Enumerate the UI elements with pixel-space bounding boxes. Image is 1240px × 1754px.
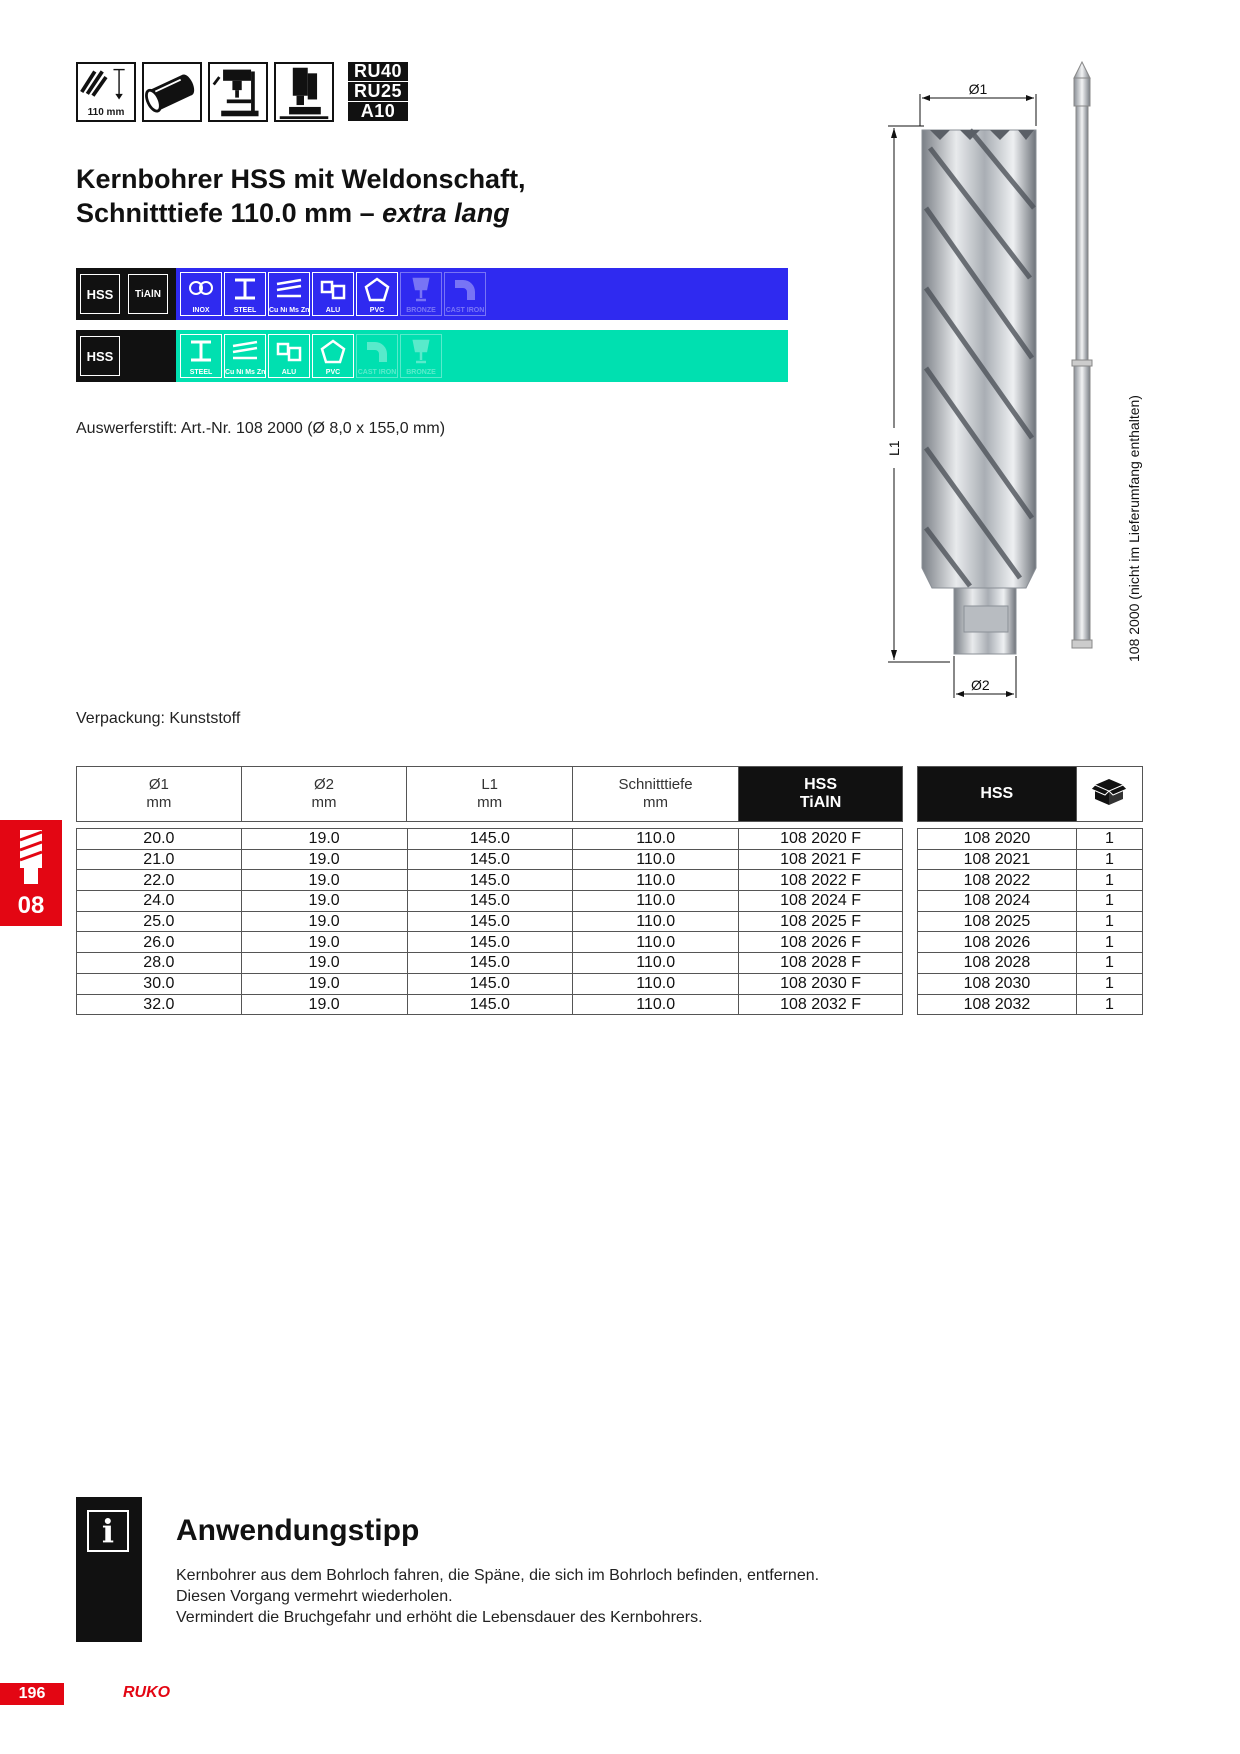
tag-tialn: TiAlN bbox=[128, 274, 168, 314]
table-cell: 19.0 bbox=[241, 911, 407, 932]
header-unit: mm bbox=[643, 794, 669, 811]
chapter-marker bbox=[0, 820, 62, 926]
table-row bbox=[77, 953, 903, 974]
goblet-icon bbox=[407, 276, 435, 304]
material-cu-ni-ms-zn bbox=[224, 334, 266, 378]
tip-line: Kernbohrer aus dem Bohrloch fahren, die Späne, die sich im Bohrloch befinden, entfernen. bbox=[176, 1567, 820, 1584]
hss-table-body bbox=[917, 828, 1143, 1015]
table-cell: 108 2028 F bbox=[739, 953, 903, 974]
table-cell: 110.0 bbox=[573, 870, 739, 891]
table-row bbox=[918, 849, 1143, 870]
col-pack-unit bbox=[1076, 767, 1142, 822]
table-row bbox=[77, 849, 903, 870]
material-label: STEEL bbox=[233, 307, 257, 314]
bar-black-block bbox=[76, 330, 176, 382]
table-row bbox=[77, 891, 903, 912]
polymer-icon bbox=[363, 276, 391, 304]
table-cell: 19.0 bbox=[241, 829, 407, 850]
material-bronze bbox=[400, 272, 442, 316]
tip-sidebar bbox=[76, 1497, 142, 1642]
table-cell: 24.0 bbox=[77, 891, 242, 912]
beam-icon bbox=[187, 338, 215, 366]
col-hss-tialn bbox=[739, 767, 903, 822]
tip-line: Vermindert die Bruchgefahr und erhöht die Lebensdauer des Kernbohrers. bbox=[176, 1609, 703, 1626]
material-label: PVC bbox=[369, 307, 385, 314]
extrusion-icon bbox=[319, 276, 347, 304]
table-cell: 145.0 bbox=[407, 891, 573, 912]
table-cell: 110.0 bbox=[573, 932, 739, 953]
material-steel bbox=[224, 272, 266, 316]
info-icon: i bbox=[87, 1510, 129, 1552]
hss-table-header bbox=[917, 766, 1143, 822]
elbow-pipe-icon bbox=[363, 338, 391, 366]
table-cell: 19.0 bbox=[241, 932, 407, 953]
table-cell: 110.0 bbox=[573, 994, 739, 1015]
header-top: Ø2 bbox=[313, 776, 334, 793]
table-row bbox=[77, 932, 903, 953]
table-cell: 30.0 bbox=[77, 973, 242, 994]
ru-code: A10 bbox=[348, 102, 408, 121]
title-line-2-italic: extra lang bbox=[382, 198, 510, 228]
table-row bbox=[918, 973, 1143, 994]
material-bar-hss-tialn bbox=[76, 268, 788, 320]
table-cell: 110.0 bbox=[573, 953, 739, 974]
core-drill-drawing bbox=[860, 58, 1160, 718]
material-pvc bbox=[356, 272, 398, 316]
magnetic-drill-icon bbox=[274, 62, 334, 122]
material-steel bbox=[180, 334, 222, 378]
table-cell: 1 bbox=[1076, 911, 1142, 932]
title-line-1: Kernbohrer HSS mit Weldonschaft, bbox=[76, 164, 526, 194]
cut-depth-label: 110 mm bbox=[87, 107, 125, 118]
table-cell: 1 bbox=[1076, 870, 1142, 891]
table-cell: 25.0 bbox=[77, 911, 242, 932]
ejector-pin-note: Auswerferstift: Art.-Nr. 108 2000 (Ø 8,0 x 155,0 mm) bbox=[76, 420, 446, 437]
package-box-icon bbox=[1091, 777, 1127, 807]
col-l1 bbox=[407, 767, 573, 822]
table-cell: 1 bbox=[1076, 829, 1142, 850]
table-cell: 1 bbox=[1076, 994, 1142, 1015]
table-cell: 108 2020 bbox=[918, 829, 1077, 850]
table-cell: 145.0 bbox=[407, 849, 573, 870]
pin-caption: 108 2000 (nicht im Lieferumfang enthalten) bbox=[1126, 395, 1142, 662]
table-cell: 1 bbox=[1076, 932, 1142, 953]
material-label: BRONZE bbox=[406, 307, 436, 314]
table-cell: 28.0 bbox=[77, 953, 242, 974]
material-cast-iron bbox=[444, 272, 486, 316]
table-cell: 108 2024 F bbox=[739, 891, 903, 912]
material-label: CAST IRON bbox=[445, 307, 485, 314]
material-label: ALU bbox=[325, 307, 341, 314]
table-cell: 110.0 bbox=[573, 849, 739, 870]
table-cell: 145.0 bbox=[407, 829, 573, 850]
material-bronze bbox=[400, 334, 442, 378]
table-row bbox=[918, 829, 1143, 850]
core-drill-icon bbox=[18, 828, 44, 888]
table-row bbox=[77, 994, 903, 1015]
header-unit: mm bbox=[146, 794, 172, 811]
cutting-depth-icon bbox=[76, 62, 136, 122]
table-cell: 26.0 bbox=[77, 932, 242, 953]
table-cell: 19.0 bbox=[241, 953, 407, 974]
ru-code: RU40 bbox=[348, 62, 408, 81]
material-cast-iron bbox=[356, 334, 398, 378]
table-cell: 108 2032 bbox=[918, 994, 1077, 1015]
material-inox bbox=[180, 272, 222, 316]
col-cut-depth bbox=[572, 767, 738, 822]
dim-d2-label: Ø2 bbox=[971, 677, 990, 693]
table-row bbox=[918, 870, 1143, 891]
header-top: L1 bbox=[481, 776, 498, 793]
pipes-icon bbox=[187, 276, 215, 304]
table-cell: 1 bbox=[1076, 973, 1142, 994]
table-row bbox=[77, 973, 903, 994]
table-row bbox=[77, 829, 903, 850]
table-cell: 19.0 bbox=[241, 994, 407, 1015]
header-unit: TiAlN bbox=[799, 794, 842, 811]
table-cell: 108 2028 bbox=[918, 953, 1077, 974]
chapter-number: 08 bbox=[17, 892, 45, 919]
polymer-icon bbox=[319, 338, 347, 366]
material-alu bbox=[268, 334, 310, 378]
col-d1 bbox=[77, 767, 242, 822]
table-cell: 108 2022 bbox=[918, 870, 1077, 891]
header-top: Ø1 bbox=[148, 776, 169, 793]
bar-color-area bbox=[176, 330, 788, 382]
table-cell: 108 2022 F bbox=[739, 870, 903, 891]
packaging-note: Verpackung: Kunststoff bbox=[76, 710, 241, 727]
header-top: Schnitttiefe bbox=[618, 776, 693, 793]
table-cell: 110.0 bbox=[573, 891, 739, 912]
table-cell: 1 bbox=[1076, 891, 1142, 912]
table-cell: 20.0 bbox=[77, 829, 242, 850]
title-line-2-main: Schnitttiefe 110.0 mm – bbox=[76, 198, 383, 228]
elbow-pipe-icon bbox=[451, 276, 479, 304]
brand-logo: RUKO bbox=[123, 1684, 171, 1701]
material-label: Cu Ni Ms Zn bbox=[225, 369, 265, 376]
material-label: CAST IRON bbox=[357, 369, 397, 376]
material-label: INOX bbox=[192, 307, 210, 314]
header-unit: mm bbox=[477, 794, 503, 811]
table-row bbox=[918, 953, 1143, 974]
material-label: STEEL bbox=[189, 369, 213, 376]
material-pvc bbox=[312, 334, 354, 378]
dimension-table-header bbox=[76, 766, 903, 822]
col-d2 bbox=[241, 767, 407, 822]
table-cell: 19.0 bbox=[241, 849, 407, 870]
tip-text bbox=[176, 1565, 819, 1628]
table-cell: 108 2030 F bbox=[739, 973, 903, 994]
bar-color-area bbox=[176, 268, 788, 320]
dim-d1-label: Ø1 bbox=[968, 81, 988, 97]
goblet-icon bbox=[407, 338, 435, 366]
table-cell: 145.0 bbox=[407, 911, 573, 932]
tip-title: Anwendungstipp bbox=[176, 1514, 420, 1547]
tag-hss: HSS bbox=[80, 336, 120, 376]
table-row bbox=[918, 891, 1143, 912]
extrusion-icon bbox=[275, 338, 303, 366]
bar-black-block bbox=[76, 268, 176, 320]
table-cell: 145.0 bbox=[407, 932, 573, 953]
table-cell: 108 2032 F bbox=[739, 994, 903, 1015]
table-cell: 108 2026 F bbox=[739, 932, 903, 953]
table-row bbox=[918, 994, 1143, 1015]
header-top: HSS bbox=[804, 776, 837, 793]
header-unit: mm bbox=[311, 794, 337, 811]
product-title bbox=[76, 162, 526, 230]
table-row bbox=[77, 870, 903, 891]
table-cell: 22.0 bbox=[77, 870, 242, 891]
table-cell: 108 2025 F bbox=[739, 911, 903, 932]
dimension-table-body bbox=[76, 828, 903, 1015]
profile-icon bbox=[231, 338, 259, 366]
table-cell: 108 2020 F bbox=[739, 829, 903, 850]
table-cell: 108 2026 bbox=[918, 932, 1077, 953]
title-line-2 bbox=[76, 196, 526, 230]
tip-line: Diesen Vorgang vermehrt wiederholen. bbox=[176, 1588, 453, 1605]
table-cell: 145.0 bbox=[407, 953, 573, 974]
spindle-codes bbox=[348, 62, 408, 122]
table-cell: 108 2024 bbox=[918, 891, 1077, 912]
page-number: 196 bbox=[0, 1683, 64, 1705]
material-label: Cu Ni Ms Zn bbox=[269, 307, 309, 314]
material-label: ALU bbox=[281, 369, 297, 376]
table-cell: 145.0 bbox=[407, 973, 573, 994]
table-cell: 110.0 bbox=[573, 911, 739, 932]
drill-press-icon bbox=[208, 62, 268, 122]
ru-code: RU25 bbox=[348, 82, 408, 101]
table-cell: 108 2021 bbox=[918, 849, 1077, 870]
col-hss: HSS bbox=[918, 767, 1077, 822]
table-row bbox=[918, 911, 1143, 932]
table-cell: 108 2021 F bbox=[739, 849, 903, 870]
table-cell: 21.0 bbox=[77, 849, 242, 870]
pipe-icon bbox=[142, 62, 202, 122]
tag-hss: HSS bbox=[80, 274, 120, 314]
table-cell: 1 bbox=[1076, 953, 1142, 974]
table-cell: 108 2025 bbox=[918, 911, 1077, 932]
table-cell: 19.0 bbox=[241, 973, 407, 994]
material-label: PVC bbox=[325, 369, 341, 376]
material-cu-ni-ms-zn bbox=[268, 272, 310, 316]
table-cell: 110.0 bbox=[573, 829, 739, 850]
table-cell: 32.0 bbox=[77, 994, 242, 1015]
table-row bbox=[918, 932, 1143, 953]
profile-icon bbox=[275, 276, 303, 304]
beam-icon bbox=[231, 276, 259, 304]
material-bar-hss bbox=[76, 330, 788, 382]
material-label: BRONZE bbox=[406, 369, 436, 376]
material-alu bbox=[312, 272, 354, 316]
table-cell: 145.0 bbox=[407, 870, 573, 891]
table-cell: 1 bbox=[1076, 849, 1142, 870]
ejector-pin bbox=[1072, 62, 1092, 648]
table-cell: 19.0 bbox=[241, 870, 407, 891]
table-cell: 145.0 bbox=[407, 994, 573, 1015]
table-cell: 110.0 bbox=[573, 973, 739, 994]
table-cell: 108 2030 bbox=[918, 973, 1077, 994]
dim-l1-label: L1 bbox=[886, 440, 902, 456]
table-row bbox=[77, 911, 903, 932]
table-cell: 19.0 bbox=[241, 891, 407, 912]
